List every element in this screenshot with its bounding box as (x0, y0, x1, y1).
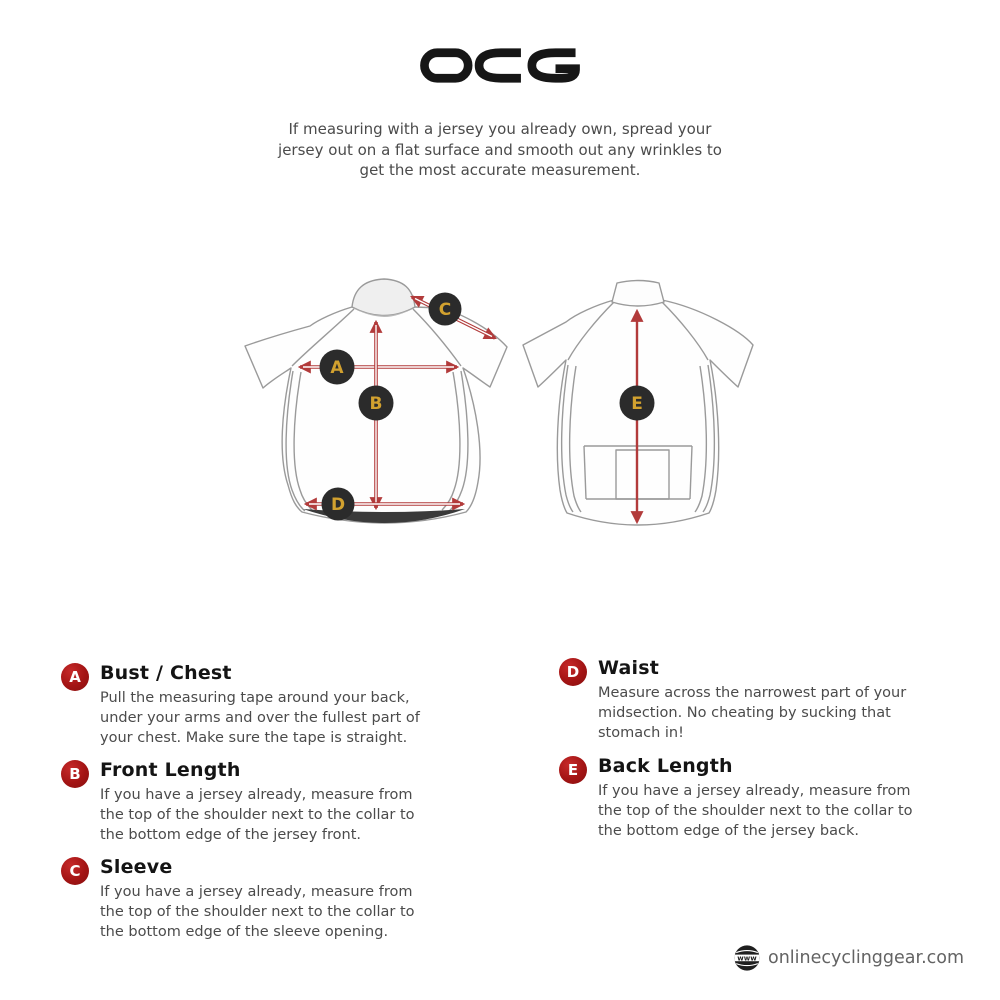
globe-www-icon (733, 944, 761, 972)
marker-d (322, 488, 355, 521)
intro-line: jersey out on a flat surface and smooth out any wrinkles to (278, 140, 722, 159)
footer-domain: onlinecyclinggear.com (768, 948, 965, 968)
section-sleeve: C Sleeve If you have a jersey already, measure from the top of the shoulder next to the collar to the bottom edge of the sleeve opening. (61, 856, 460, 942)
footer-brand (733, 944, 964, 972)
section-title: Sleeve (100, 856, 173, 878)
badge-d: D (559, 658, 587, 686)
badge-c: C (61, 857, 89, 885)
intro-line: If measuring with a jersey you already own, spread your (288, 120, 712, 138)
svg-text:C: C (438, 300, 452, 321)
marker-e (620, 386, 655, 421)
ocg-logo (0, 48, 1000, 83)
svg-text:www: www (737, 954, 757, 963)
ocg-logo-icon (419, 48, 581, 83)
section-title: Bust / Chest (100, 662, 232, 684)
svg-text:D: D (330, 495, 346, 516)
badge-a: A (61, 663, 89, 691)
section-waist: D Waist Measure across the narrowest part of your midsection. No cheating by sucking that stomach in! (559, 657, 948, 743)
svg-text:B: B (369, 394, 383, 415)
section-front-length: B Front Length If you have a jersey already, measure from the top of the shoulder next to the collar to the bottom edge of the jersey front. (61, 759, 460, 845)
badge-e: E (559, 756, 587, 784)
section-title: Waist (598, 657, 660, 679)
marker-c (429, 293, 462, 326)
intro-text (0, 119, 1000, 181)
section-title: Front Length (100, 759, 241, 781)
badge-b: B (61, 760, 89, 788)
section-title: Back Length (598, 755, 733, 777)
section-bust-chest: A Bust / Chest Pull the measuring tape around your back, under your arms and over the fullest part of your chest. Make sure the tape is straight. (61, 662, 460, 748)
section-back-length: E Back Length If you have a jersey already, measure from the top of the shoulder next to the collar to the bottom edge of the jersey back. (559, 755, 948, 841)
svg-text:E: E (631, 394, 643, 415)
intro-line: get the most accurate measurement. (359, 161, 641, 179)
marker-a (320, 350, 355, 385)
marker-b (359, 386, 394, 421)
jersey-measurement-diagram (0, 250, 1000, 590)
svg-text:A: A (330, 358, 344, 379)
logo-letter-c (479, 53, 521, 78)
logo-letter-g (532, 53, 576, 78)
logo-letter-o (424, 53, 468, 78)
